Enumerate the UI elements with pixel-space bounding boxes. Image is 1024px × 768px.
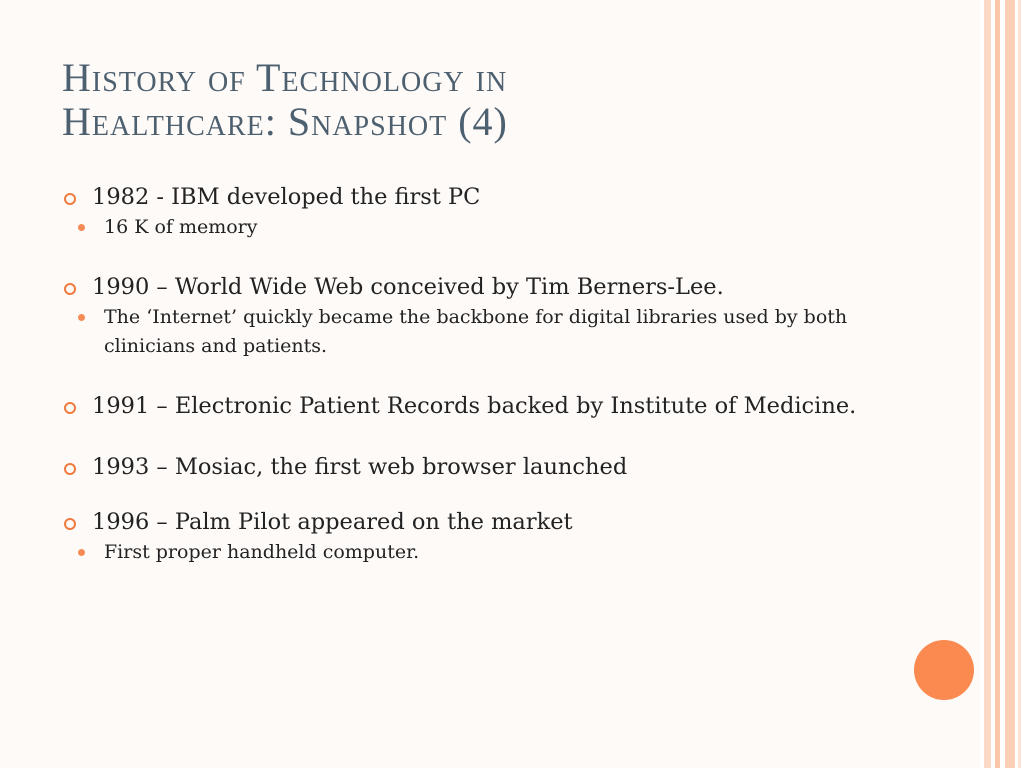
ring-bullet-icon — [64, 518, 76, 530]
stripe-2 — [995, 0, 1000, 768]
bullet-text: 1990 – World Wide Web conceived by Tim Berners-Lee. — [92, 274, 724, 300]
spacer — [62, 422, 882, 452]
sub-bullet-text: The ‘Internet’ quickly became the backbone for digital libraries used by both clinicians and patients. — [104, 306, 848, 357]
bullet-list — [62, 182, 882, 567]
dot-bullet-icon — [78, 314, 85, 321]
sub-bullet-text: First proper handheld computer. — [104, 541, 420, 563]
spacer — [62, 242, 882, 272]
slide-title — [62, 56, 922, 144]
list-item — [62, 182, 882, 213]
ring-bullet-icon — [64, 283, 76, 295]
stripe-4 — [1018, 0, 1021, 768]
stripe-1 — [984, 0, 991, 768]
decorative-circle — [914, 640, 974, 700]
list-item — [62, 452, 882, 483]
ring-bullet-icon — [64, 402, 76, 414]
bullet-text: 1991 – Electronic Patient Records backed by Institute of Medicine. — [92, 393, 857, 419]
bullet-text: 1982 - IBM developed the first PC — [92, 184, 481, 210]
stripe-3 — [1005, 0, 1015, 768]
title-line-2: Healthcare: Snapshot (4) — [62, 99, 508, 144]
list-item — [62, 507, 882, 538]
bullet-text: 1996 – Palm Pilot appeared on the market — [92, 509, 573, 535]
decorative-stripes — [980, 0, 1024, 768]
spacer — [62, 361, 882, 391]
ring-bullet-icon — [64, 193, 76, 205]
sub-list-item — [104, 303, 882, 361]
dot-bullet-icon — [78, 549, 85, 556]
sub-list-item — [104, 213, 882, 242]
list-item — [62, 391, 882, 422]
sub-bullet-text: 16 K of memory — [104, 216, 258, 238]
spacer — [62, 483, 882, 507]
sub-list-item — [104, 538, 882, 567]
ring-bullet-icon — [64, 463, 76, 475]
list-item — [62, 272, 882, 303]
title-line-1: History of Technology in — [62, 55, 508, 100]
bullet-text: 1993 – Mosiac, the first web browser launched — [92, 454, 628, 480]
dot-bullet-icon — [78, 224, 85, 231]
